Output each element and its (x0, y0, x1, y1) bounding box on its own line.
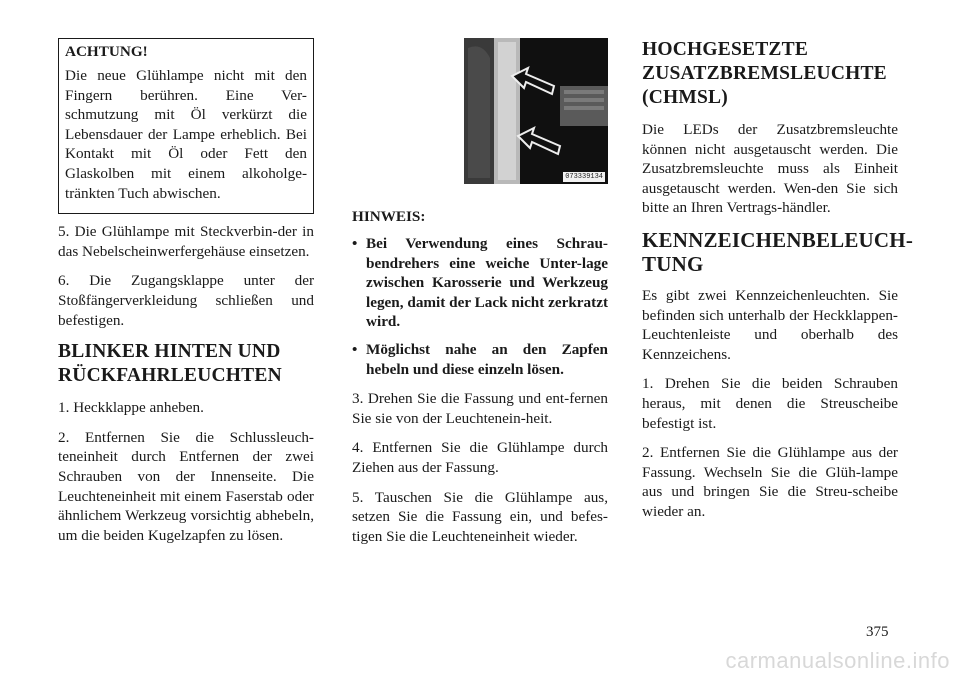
note-list (352, 234, 608, 379)
chmsl-text: Die LEDs der Zusatzbremsleuchte können nicht ausgetauscht werden. Die Zusatzbremsleuchte muss als Einheit ausgetauscht werden. Wen-den Sie sich bitte an Ihren Vertrags-händler. (642, 121, 898, 217)
section-heading-chmsl: HOCHGESETZTE ZUSATZBREMSLEUCHTE (CHMSL) (642, 39, 887, 108)
middle-column (352, 38, 608, 556)
section-heading-rear-lamps: BLINKER HINTEN UND RÜCKFAHRLEUCHTEN (58, 341, 282, 387)
rear-step-4: 4. Entfernen Sie die Glühlampe durch Ziehen aus der Fassung. (352, 439, 608, 476)
taillamp-photo (464, 38, 608, 184)
note-bullet: • Möglichst nahe an den Zapfen hebeln und diese einzeln lösen. (352, 340, 608, 378)
warning-title: ACHTUNG! (65, 43, 148, 60)
license-intro: Es gibt zwei Kennzeichenleuchten. Sie befinden sich unterhalb der Heckklappen-Leuchtenleiste und oberhalb des Kennzeichens. (642, 286, 898, 363)
step-6-fog: 6. Die Zugangsklappe unter der Stoßfängerverkleidung schließen und befestigen. (58, 272, 314, 329)
license-step-2: 2. Entfernen Sie die Glühlampe aus der Fassung. Wechseln Sie die Glüh-lampe aus und bringen Sie die Streu-scheibe wieder an. (642, 444, 898, 520)
rear-step-1: 1. Heckklappe anheben. (58, 399, 204, 417)
rear-step-2: 2. Entfernen Sie die Schlussleuch-teneinheit durch Entfernen der zwei Schrauben von der Innenseite. Die Leuchteneinheit mit einem Faserstab oder ähnlichem Werkzeug vorsichtig abhebeln, um die beiden Kugelzapfen zu lösen. (58, 428, 314, 544)
note-bullet: • Bei Verwendung eines Schrau-bendrehers eine weiche Unter-lage zwischen Karosserie und Werkzeug legen, damit der Lack nicht zerkratzt wird. (352, 235, 608, 331)
warning-text: Die neue Glühlampe nicht mit den Fingern berühren. Eine Ver-schmutzung mit Öl verkürzt die Lebensdauer der Lampe erheblich. Bei Kontakt mit Öl oder Fett den Glaskolben mit einem alkoholge-tränkten Tuch abwischen. (65, 67, 307, 202)
step-5-fog: 5. Die Glühlampe mit Steckverbin-der in das Nebelscheinwerfergehäuse einsetzen. (58, 223, 314, 260)
warning-box (58, 38, 314, 214)
watermark: carmanualsonline.info (725, 648, 950, 673)
right-column (642, 38, 914, 532)
section-heading-license: KENNZEICHENBELEUCH-TUNG (642, 227, 914, 276)
page-number: 375 (866, 624, 889, 640)
license-step-1: 1. Drehen Sie die beiden Schrauben heraus, mit denen die Streuscheibe befestigt ist. (642, 375, 898, 432)
left-column (58, 38, 314, 555)
rear-step-5: 5. Tauschen Sie die Glühlampe aus, setzen Sie die Fassung ein, und befes-tigen Sie die Leuchteneinheit wieder. (352, 488, 608, 545)
image-code: 073339134 (565, 173, 603, 181)
note-label: HINWEIS: (352, 208, 426, 225)
taillamp-illustration (464, 38, 608, 184)
rear-step-3: 3. Drehen Sie die Fassung und ent-fernen Sie sie von der Leuchtenein-heit. (352, 390, 608, 427)
